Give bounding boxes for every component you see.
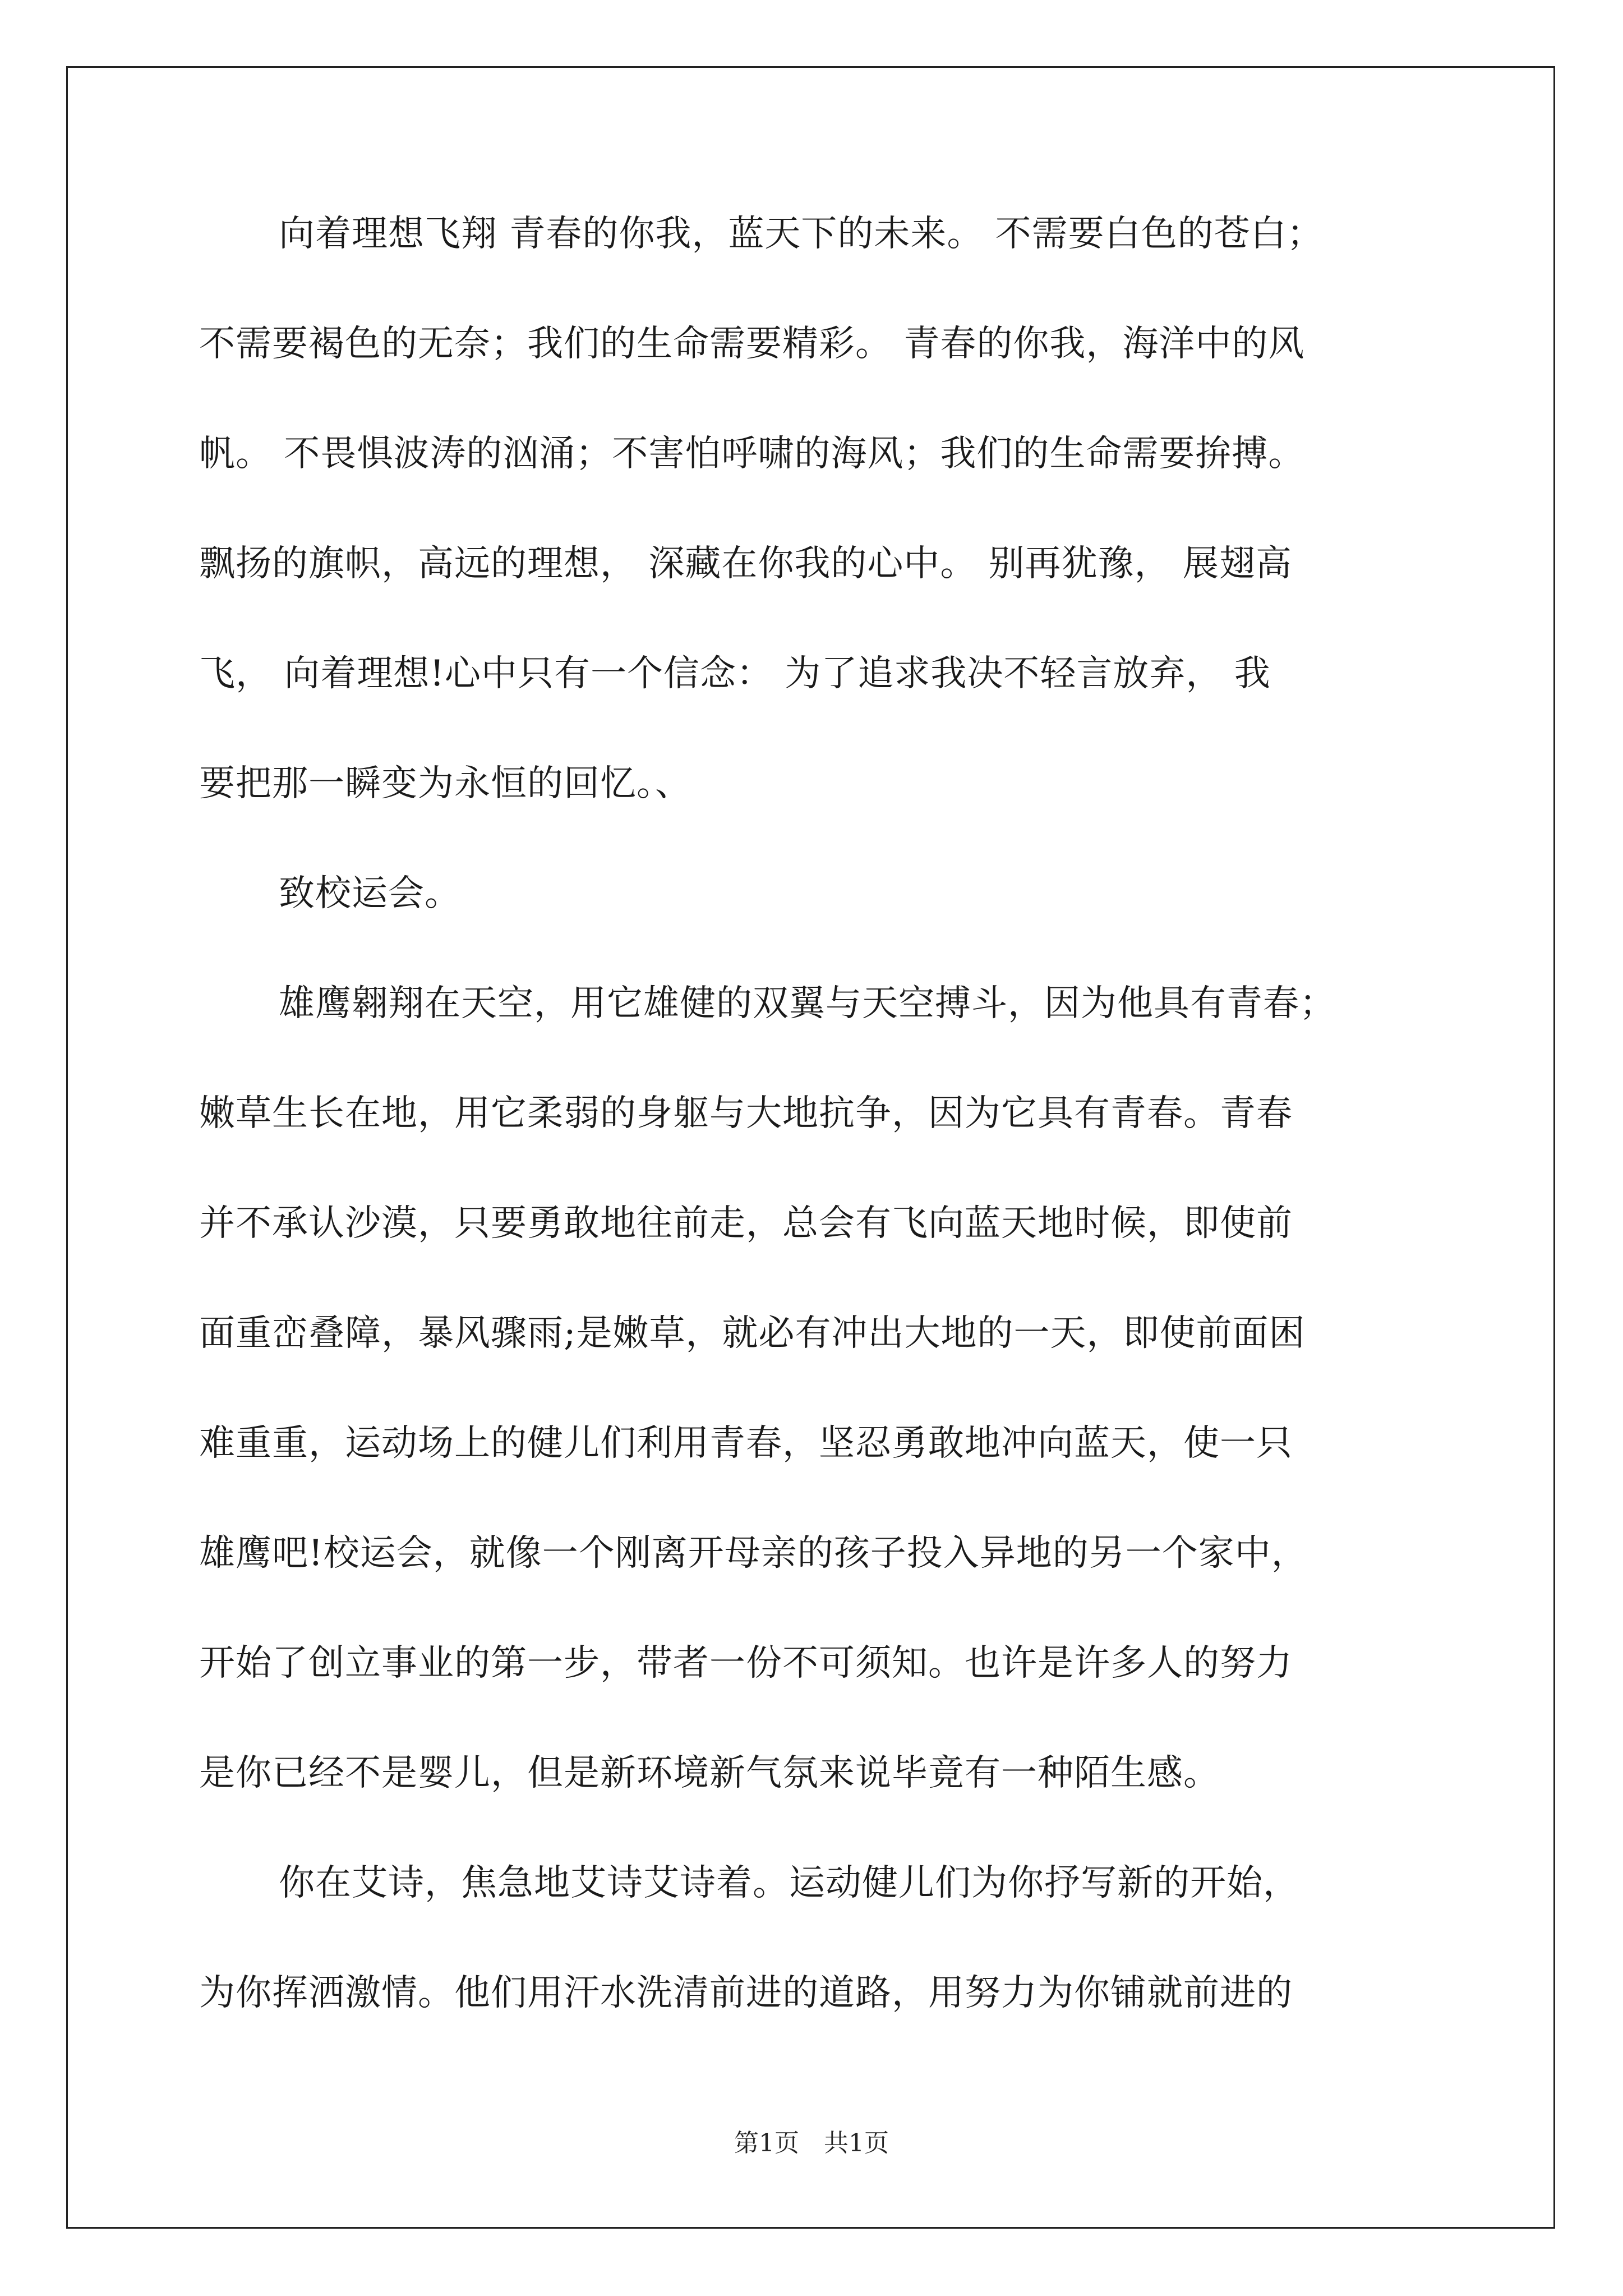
text-line: 你在艾诗，焦急地艾诗艾诗着。运动健儿们为你抒写新的开始， [279,1862,1299,1904]
text-line: 帆。 不畏惧波涛的汹涌；不害怕呼啸的海风；我们的生命需要拚搏。 [199,433,1305,475]
text-line: 是你已经不是婴儿，但是新环境新气氛来说毕竟有一种陌生感。 [199,1752,1220,1794]
page-footer: 第1页 共1页 [734,2129,889,2157]
text-line: 飞， 向着理想!心中只有一个信念： 为了追求我决不轻言放弃， 我 [199,653,1271,694]
section-heading: 致校运会。 [279,873,461,914]
text-line: 雄鹰翱翔在天空，用它雄健的双翼与天空搏斗，因为他具有青春； [279,983,1336,1024]
document-body [199,214,1433,2083]
text-line: 面重峦叠障，暴风骤雨;是嫩草，就必有冲出大地的一天，即使前面困 [199,1313,1306,1354]
text-line: 开始了创立事业的第一步，带者一份不可须知。也许是许多人的努力 [199,1642,1293,1684]
text-line: 难重重，运动场上的健儿们利用青春，坚忍勇敢地冲向蓝天，使一只 [199,1423,1293,1464]
text-line: 向着理想飞翔 青春的你我，蓝天下的未来。 不需要白色的苍白； [279,213,1324,255]
text-line: 雄鹰吧!校运会，就像一个刚离开母亲的孩子投入异地的另一个家中， [199,1533,1308,1574]
text-line: 要把那一瞬变为永恒的回忆。、 [199,763,691,804]
text-line: 飘扬的旗帜，高远的理想， 深藏在你我的心中。 别再犹豫， 展翅高 [199,543,1293,585]
text-line: 不需要褐色的无奈；我们的生命需要精彩。 青春的你我，海洋中的风 [199,323,1305,365]
text-line: 嫩草生长在地，用它柔弱的身躯与大地抗争，因为它具有青春。青春 [199,1093,1293,1134]
text-line: 并不承认沙漠，只要勇敢地往前走，总会有飞向蓝天地时候，即使前 [199,1203,1293,1244]
text-line: 为你挥洒激情。他们用汗水洗清前进的道路，用努力为你铺就前进的 [199,1972,1293,2014]
